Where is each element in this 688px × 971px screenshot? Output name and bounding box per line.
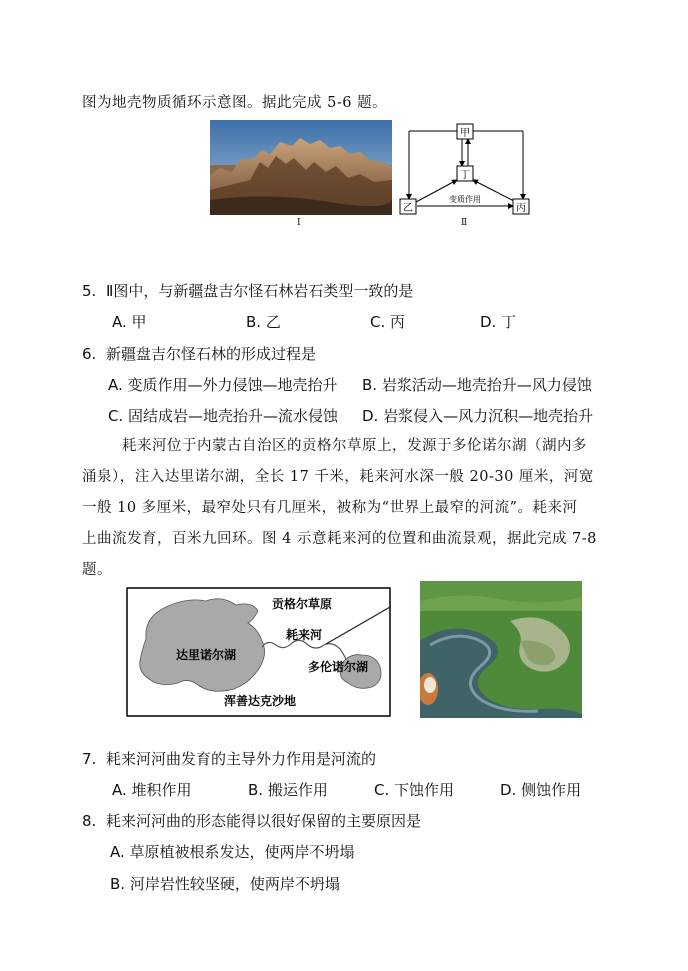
photo-label: Ⅰ <box>297 218 301 228</box>
question-5: 5. Ⅱ图中，与新疆盘吉尔怪石林岩石类型一致的是 <box>82 282 414 300</box>
q7-option-a[interactable]: A. 堆积作用 <box>112 781 192 799</box>
meander-photo <box>420 581 582 718</box>
q5-stem: Ⅱ图中，与新疆盘吉尔怪石林岩石类型一致的是 <box>106 282 414 300</box>
question-8: 8. 耗来河河曲的形态能得以很好保留的主要原因是 <box>82 812 422 830</box>
q6-option-d[interactable]: D. 岩浆侵入—风力沉积—地壳抬升 <box>362 407 594 425</box>
q6-option-b[interactable]: B. 岩浆活动—地壳抬升—风力侵蚀 <box>362 376 592 394</box>
q5-option-c[interactable]: C. 丙 <box>370 313 406 331</box>
node-left: 乙 <box>403 203 413 214</box>
intro-text: 图为地壳物质循环示意图。据此完成 5-6 题。 <box>82 95 388 111</box>
q5-option-a[interactable]: A. 甲 <box>112 313 147 331</box>
node-top: 甲 <box>460 128 470 139</box>
q7-options <box>112 779 581 800</box>
rock-cycle-diagram <box>396 120 536 220</box>
passage: 耗来河位于内蒙古自治区的贡格尔草原上，发源于多伦诺尔湖（湖内多 涌泉），注入达里诺尔湖，全长 17 千米，耗来河水深一般 20-30 厘米，河宽 一般 10 多厘米，最窄处只有几厘米，被称为“世界上最窄的河流”。耗来河 上曲流发育，百米九回环。图 4 示意耗来河的位置和曲流景观，据此完成 7-8 题。 <box>82 438 597 578</box>
q7-option-c[interactable]: C. 下蚀作用 <box>374 781 455 799</box>
q7-stem: 耗来河河曲发育的主导外力作用是河流的 <box>106 750 377 768</box>
q8-option-b[interactable]: B. 河岸岩性较坚硬，使两岸不坍塌 <box>110 875 340 893</box>
q5-option-d[interactable]: D. 丁 <box>480 313 517 331</box>
question-7: 7. 耗来河河曲发育的主导外力作用是河流的 <box>82 750 377 768</box>
big-lake-label: 达里诺尔湖 <box>176 648 237 662</box>
q5-options <box>112 311 516 332</box>
desert-label: 浑善达克沙地 <box>224 694 297 708</box>
q8-stem: 耗来河河曲的形态能得以很好保留的主要原因是 <box>106 812 422 830</box>
stone-forest-photo <box>210 120 392 215</box>
q6-option-c[interactable]: C. 固结成岩—地壳抬升—流水侵蚀 <box>108 407 339 425</box>
grassland-label: 贡格尔草原 <box>272 597 333 611</box>
q6-option-a[interactable]: A. 变质作用—外力侵蚀—地壳抬升 <box>108 376 338 394</box>
q8-option-a[interactable]: A. 草原植被根系发达，使两岸不坍塌 <box>110 843 355 861</box>
question-6: 6. 新疆盘吉尔怪石林的形成过程是 <box>82 345 317 363</box>
small-lake-label: 多伦诺尔湖 <box>308 660 369 674</box>
q7-option-b[interactable]: B. 搬运作用 <box>248 781 328 799</box>
river-label: 耗来河 <box>286 628 323 642</box>
river-map <box>126 587 391 717</box>
diagram-label: Ⅱ <box>461 218 468 228</box>
metamorphism-label: 变质作用 <box>449 195 481 204</box>
q7-option-d[interactable]: D. 侧蚀作用 <box>500 781 582 799</box>
q5-option-b[interactable]: B. 乙 <box>246 313 281 331</box>
q6-stem: 新疆盘吉尔怪石林的形成过程是 <box>106 345 317 363</box>
node-right: 丙 <box>516 203 526 214</box>
node-middle: 丁 <box>460 170 470 181</box>
